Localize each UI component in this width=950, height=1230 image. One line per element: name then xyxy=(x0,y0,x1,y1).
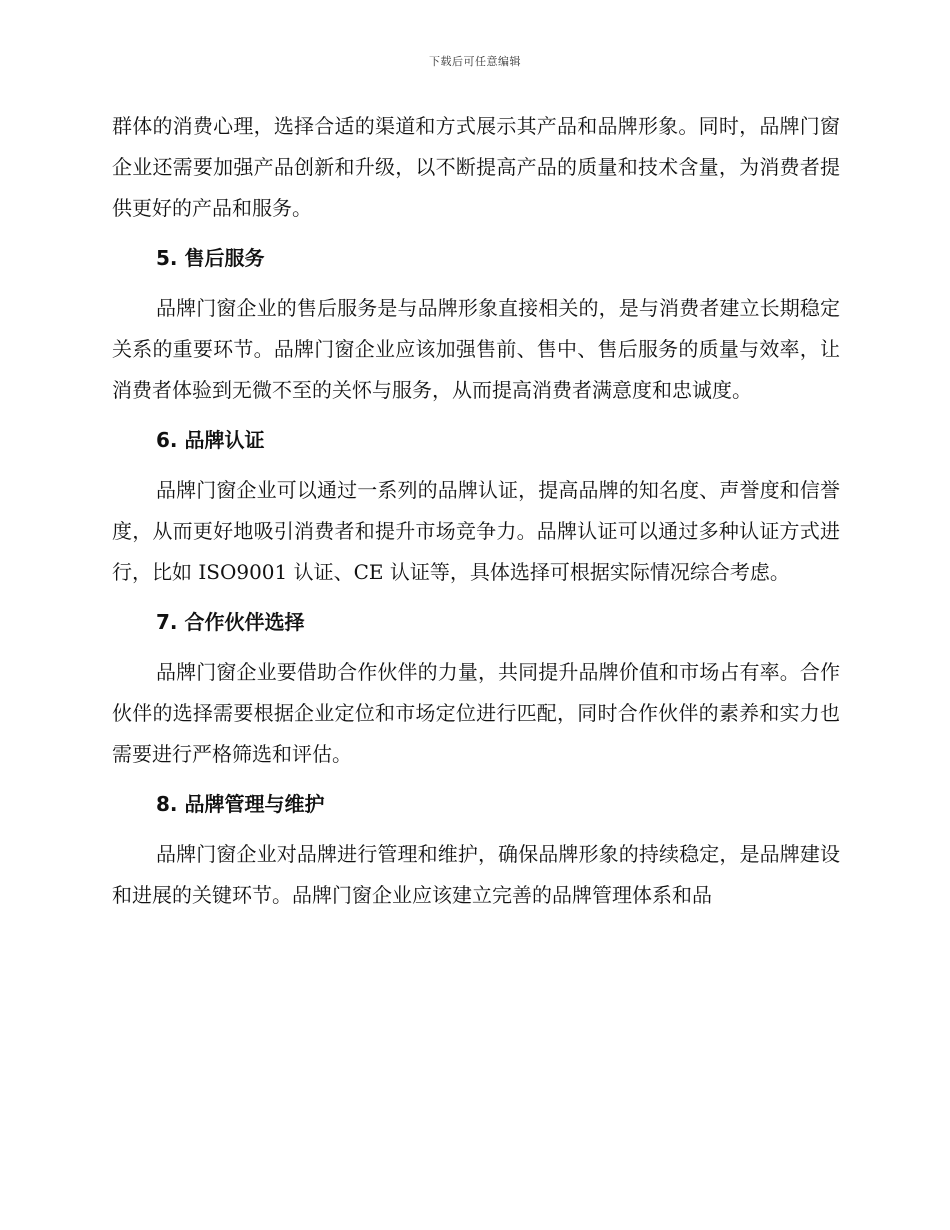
page-header: 下载后可任意编辑 xyxy=(429,55,521,68)
section-heading-certification: 6. 品牌认证 xyxy=(156,428,265,452)
paragraph-certification: 品牌门窗企业可以通过一系列的品牌认证，提高品牌的知名度、声誉度和信誉度，从而更好地吸引消费者和提升市场竞争力。品牌认证可以通过多种认证方式进行，比如 ISO9001 认证、CE 认证等，具体选择可根据实际情况综合考虑。 xyxy=(112,478,840,584)
paragraph-brand-management: 品牌门窗企业对品牌进行管理和维护，确保品牌形象的持续稳定，是品牌建设和进展的关键环节。品牌门窗企业应该建立完善的品牌管理体系和品 xyxy=(112,842,840,907)
section-heading-partners: 7. 合作伙伴选择 xyxy=(156,610,305,634)
section-heading-brand-management: 8. 品牌管理与维护 xyxy=(156,792,325,816)
section-heading-after-sales: 5. 售后服务 xyxy=(156,246,265,270)
document-body xyxy=(112,106,840,916)
paragraph-partners: 品牌门窗企业要借助合作伙伴的力量，共同提升品牌价值和市场占有率。合作伙伴的选择需要根据企业定位和市场定位进行匹配，同时合作伙伴的素养和实力也需要进行严格筛选和评估。 xyxy=(112,660,840,766)
paragraph-after-sales: 品牌门窗企业的售后服务是与品牌形象直接相关的，是与消费者建立长期稳定关系的重要环节。品牌门窗企业应该加强售前、售中、售后服务的质量与效率，让消费者体验到无微不至的关怀与服务，从而提高消费者满意度和忠诚度。 xyxy=(112,296,840,402)
paragraph-intro: 群体的消费心理，选择合适的渠道和方式展示其产品和品牌形象。同时，品牌门窗企业还需要加强产品创新和升级，以不断提高产品的质量和技术含量，为消费者提供更好的产品和服务。 xyxy=(112,114,840,220)
